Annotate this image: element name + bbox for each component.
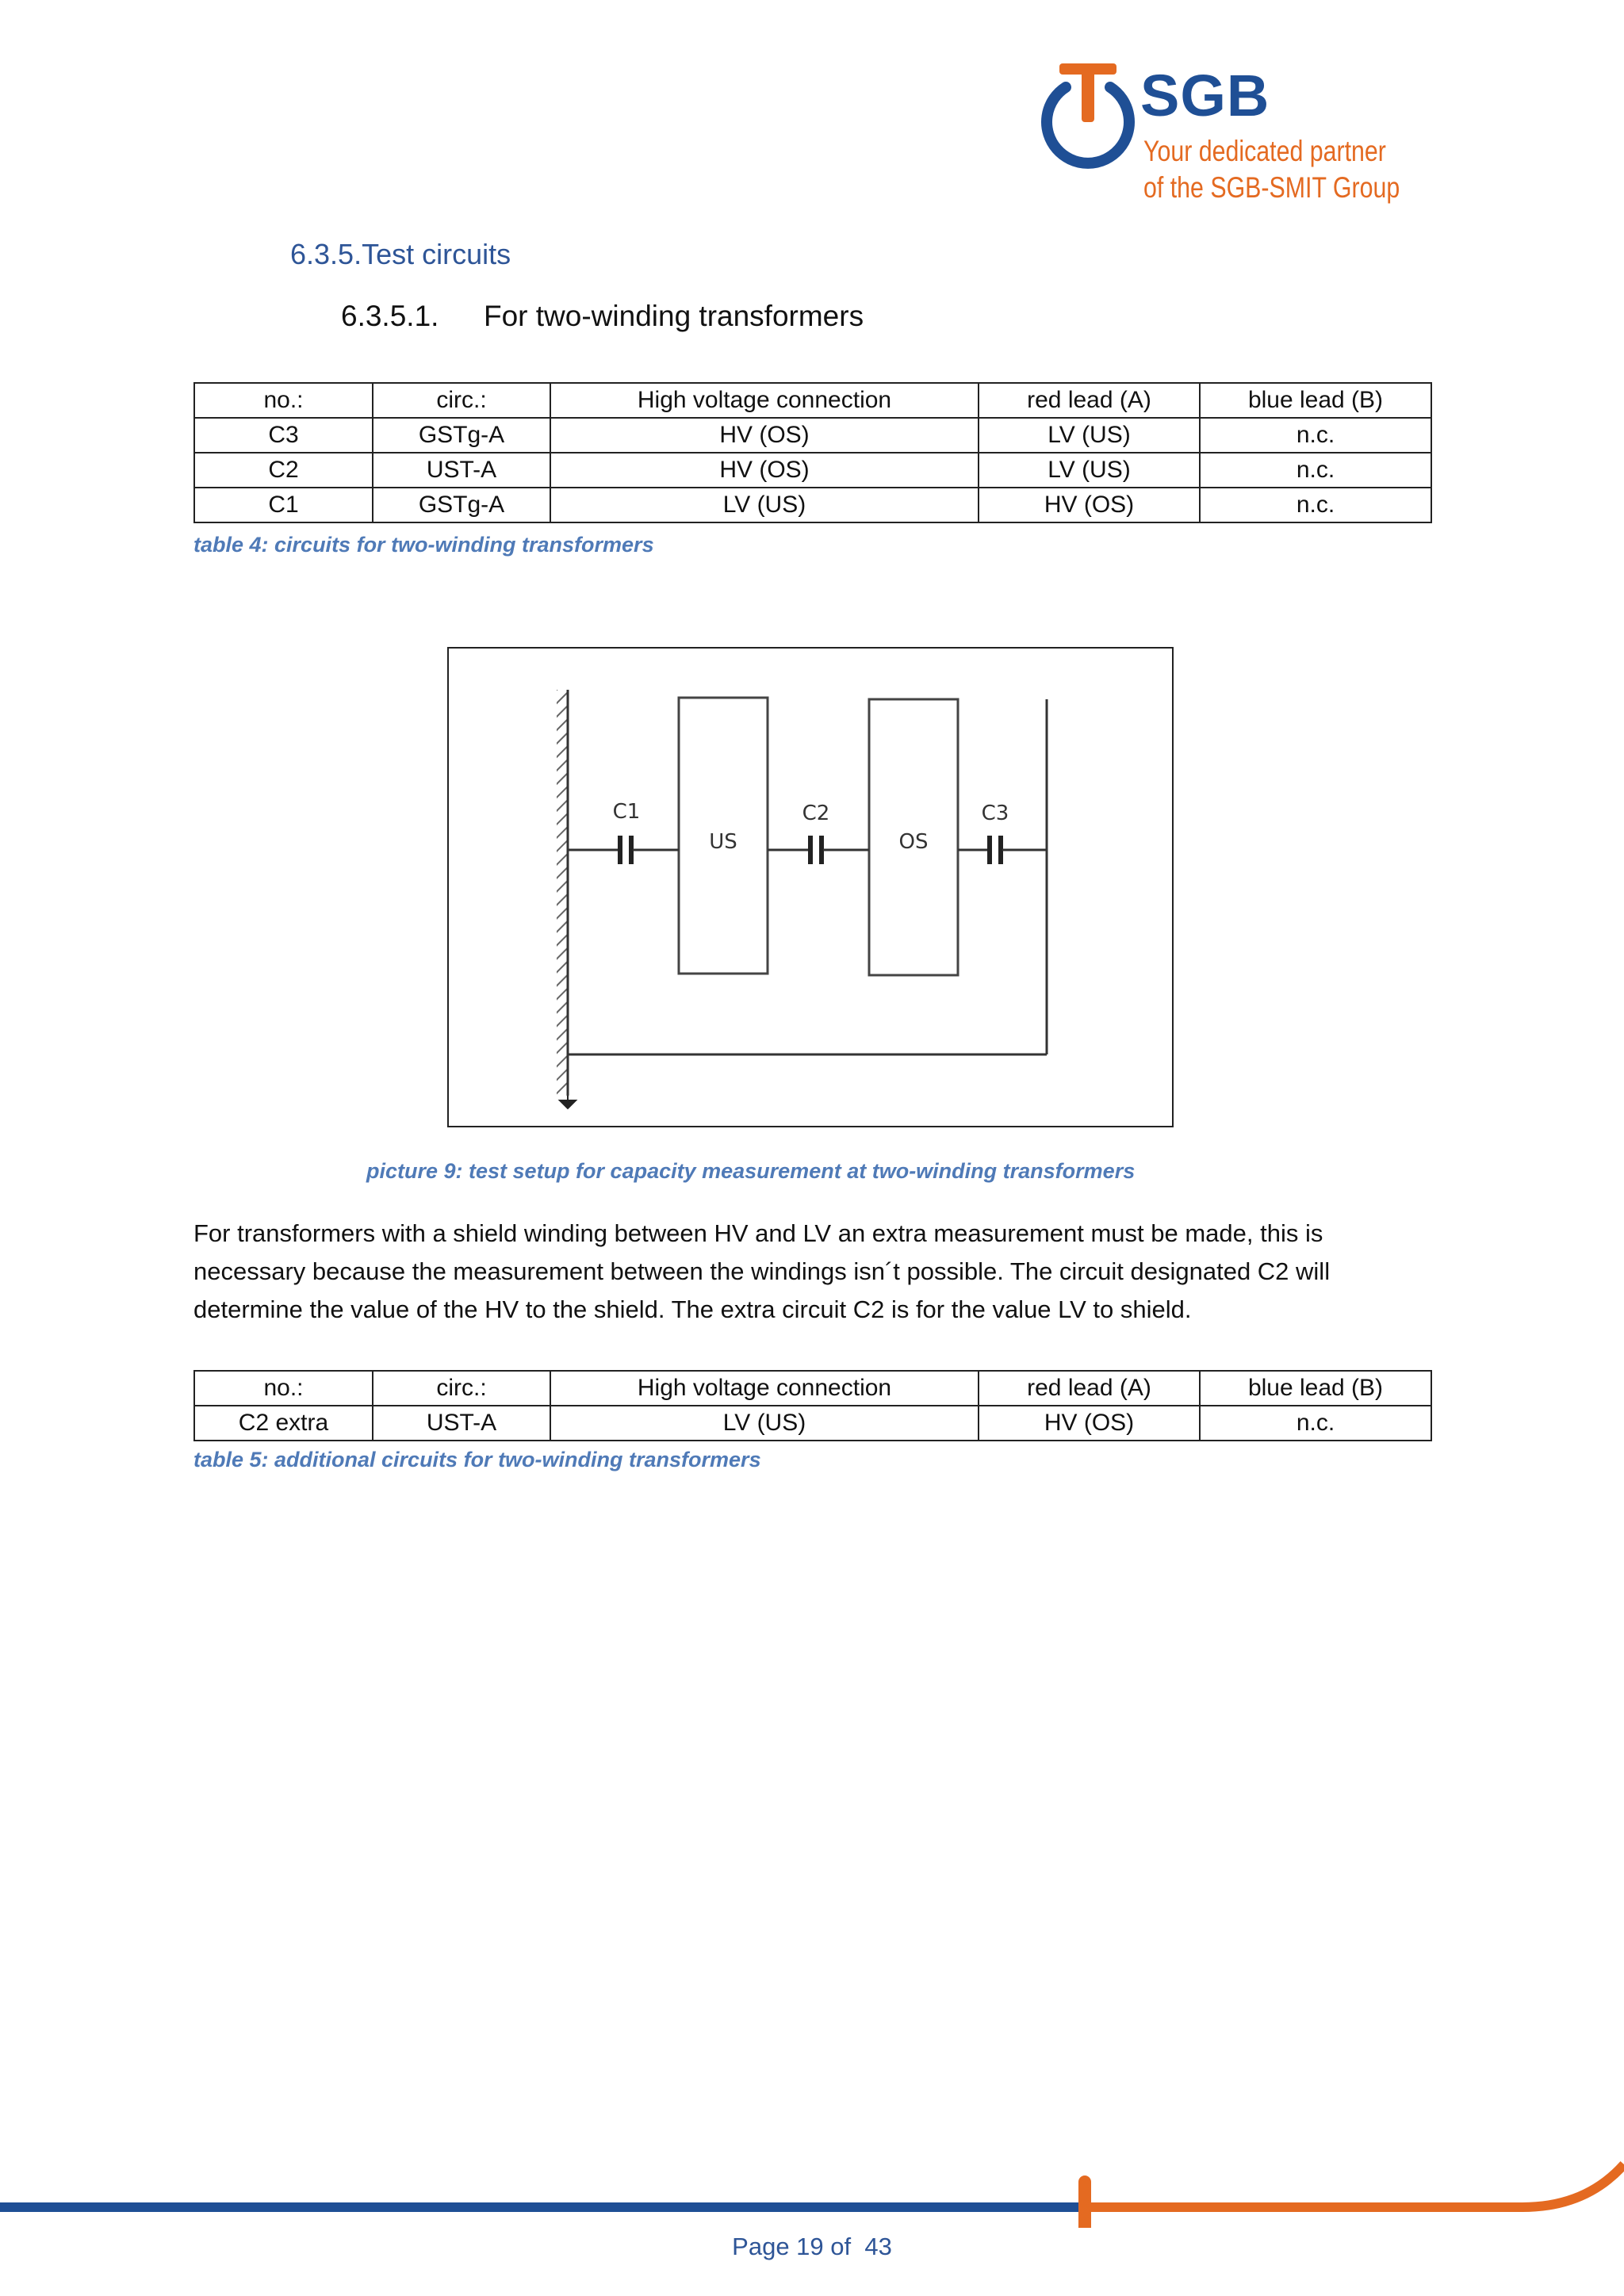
table-additional-circuits — [193, 1370, 1432, 1441]
header-cell-hv-connection: High voltage connection — [550, 1371, 979, 1406]
c1-label: C1 — [612, 800, 641, 824]
os-label: OS — [898, 830, 929, 854]
sgb-logo — [1031, 59, 1404, 217]
table-cell: LV (US) — [979, 418, 1200, 453]
table-cell: HV (OS) — [550, 453, 979, 488]
header-cell-circ: circ.: — [373, 383, 550, 418]
logo-tagline — [1143, 133, 1400, 206]
table-row — [194, 453, 1431, 488]
us-label: US — [709, 830, 737, 854]
table-circuits-two-winding — [193, 382, 1432, 523]
table-4-caption: table 4: circuits for two-winding transformers — [193, 533, 654, 557]
table-header-row — [194, 1371, 1431, 1406]
table-row — [194, 1406, 1431, 1441]
table-cell: n.c. — [1200, 418, 1431, 453]
table-cell: GSTg-A — [373, 418, 550, 453]
header-cell-no: no.: — [194, 1371, 373, 1406]
table-cell: C2 extra — [194, 1406, 373, 1441]
table-row — [194, 488, 1431, 522]
c2-label: C2 — [802, 802, 830, 825]
ground-hatch — [557, 690, 568, 1096]
subsection-title: For two-winding transformers — [484, 300, 864, 332]
subsection-number: 6.3.5.1. — [341, 300, 439, 332]
header-cell-blue-lead: blue lead (B) — [1200, 1371, 1431, 1406]
logo-tagline-line-2: of the SGB-SMIT Group — [1143, 171, 1400, 204]
table-cell: LV (US) — [979, 453, 1200, 488]
table-cell: GSTg-A — [373, 488, 550, 522]
header-cell-hv-connection: High voltage connection — [550, 383, 979, 418]
table-row — [194, 418, 1431, 453]
section-heading: 6.3.5.Test circuits — [290, 238, 511, 270]
table-cell: n.c. — [1200, 453, 1431, 488]
power-symbol-icon — [1031, 59, 1142, 178]
table-cell: C3 — [194, 418, 373, 453]
capacity-measurement-diagram — [447, 647, 1174, 1127]
footer-bar — [0, 2141, 1624, 2228]
table-cell: UST-A — [373, 1406, 550, 1441]
header-cell-blue-lead: blue lead (B) — [1200, 383, 1431, 418]
c3-label: C3 — [981, 802, 1009, 825]
footer-orange-marker — [1078, 2175, 1091, 2228]
logo-name: SGB — [1140, 63, 1270, 128]
subsection-heading — [341, 300, 864, 333]
table-cell: UST-A — [373, 453, 550, 488]
ground-arrow-icon — [560, 1096, 576, 1108]
table-header-row — [194, 383, 1431, 418]
page-number — [0, 2233, 1624, 2261]
table-cell: C1 — [194, 488, 373, 522]
body-paragraph: For transformers with a shield winding between HV and LV an extra measurement must be made, this is necessary because the measurement between the windings isn´t possible. The circuit designated C2 will determine the value of the HV to the shield. The extra circuit C2 is for the value LV to shield. — [193, 1219, 1331, 1323]
table-cell: n.c. — [1200, 488, 1431, 522]
table-cell: LV (US) — [550, 1406, 979, 1441]
header-cell-no: no.: — [194, 383, 373, 418]
header-cell-red-lead: red lead (A) — [979, 1371, 1200, 1406]
table-cell: n.c. — [1200, 1406, 1431, 1441]
footer-blue-line — [0, 2202, 1083, 2212]
table-cell: C2 — [194, 453, 373, 488]
page-number-label: Page 19 of 43 — [732, 2233, 892, 2260]
table-cell: HV (OS) — [979, 1406, 1200, 1441]
table-cell: HV (OS) — [979, 488, 1200, 522]
table-cell: LV (US) — [550, 488, 979, 522]
header-cell-red-lead: red lead (A) — [979, 383, 1200, 418]
footer-orange-line — [1083, 2164, 1624, 2207]
header-cell-circ: circ.: — [373, 1371, 550, 1406]
logo-tagline-line-1: Your dedicated partner — [1143, 135, 1386, 167]
table-cell: HV (OS) — [550, 418, 979, 453]
picture-9-caption: picture 9: test setup for capacity measurement at two-winding transformers — [366, 1159, 1136, 1183]
table-5-caption: table 5: additional circuits for two-winding transformers — [193, 1448, 761, 1471]
